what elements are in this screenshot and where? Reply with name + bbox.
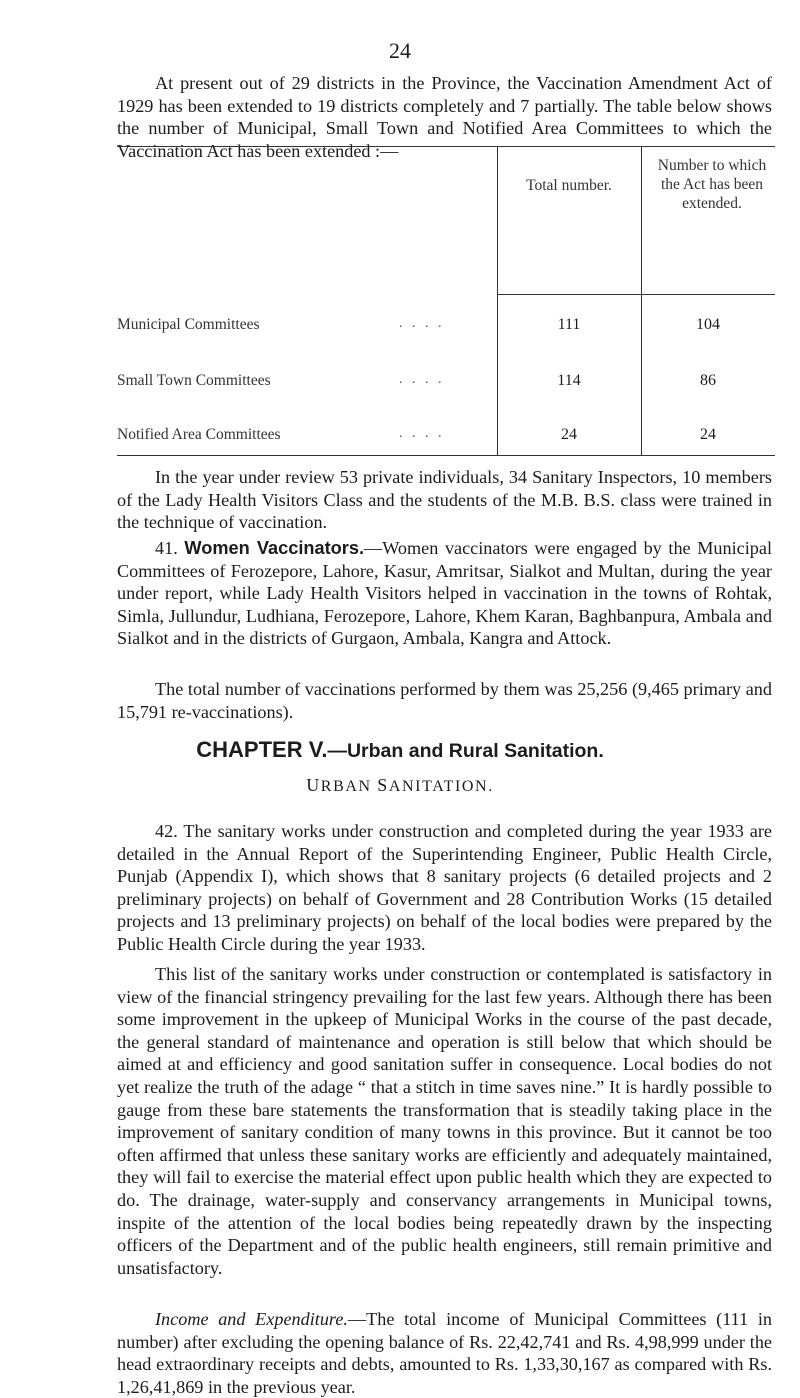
intro-paragraph: At present out of 29 districts in the Province, the Vaccination Amendment Act of 1929 has been extended to 19 districts completely and 7 partially. The table below shows the number of Municipal, Small Town and Notified Area Committees to which the Vaccination Act has been extended :— — [117, 73, 772, 161]
row-label-small-town: Small Town Committees — [117, 372, 271, 389]
cell-municipal-total: 111 — [557, 316, 581, 333]
cell-notified-area-extended: 24 — [700, 426, 716, 443]
chapter-title: —Urban and Rural Sanitation. — [327, 740, 604, 762]
paragraph-42: 42. The sanitary works under construction and completed during the year 1933 are detailed in the Annual Report of the Superintending Engineer, Public Health Circle, Punjab (Appendix I), which shows that 8 sanitary projects (6 detailed projects and 2 preliminary projects) on behalf of Government and 28 Contribution Works (15 detailed projects and 13 preliminary projects) on behalf of the local bodies were prepared by the Public Health Circle during the year 1933. — [117, 821, 772, 954]
cell-notified-area-total: 24 — [561, 426, 577, 443]
committees-table — [117, 146, 775, 456]
row-label-municipal: Municipal Committees — [117, 316, 260, 333]
table-divider-right — [641, 146, 642, 456]
header-number-extended: Number to which the Act has been extended. — [657, 157, 767, 212]
paragraph-41-text: —Women vaccinators were engaged by the Municipal Committees of Ferozepore, Lahore, Kasur, Amritsar, Sialkot and Multan, during the year under report, while Lady Health Visitors helped in vaccination in the towns of Rohtak, Simla, Jullundur, Ludhiana, Ferozepore, Lahore, Khem Karan, Baghbanpura, Ambala and Sialkot and in the districts of Gurgaon, Ambala, Kangra and Attock. — [117, 538, 772, 649]
training-paragraph: In the year under review 53 private individuals, 34 Sanitary Inspectors, 10 members of the Lady Health Visitors Class and the students of the M.B. B.S. class were trained in the technique of vaccination. — [117, 467, 772, 533]
row-leader-dots: . . . . — [399, 316, 445, 331]
section-heading: URBAN SANITATION. — [306, 775, 494, 795]
row-label-notified-area: Notified Area Committees — [117, 426, 281, 443]
cell-municipal-extended: 104 — [696, 316, 720, 333]
income-expenditure-text: —The total income of Municipal Committees (111 in number) after excluding the opening balance of Rs. 22,42,741 and Rs. 4,98,999 under the head extraordinary receipts and debts, amounted to Rs. 1,33,30,167 as compared with Rs. 1,26,41,869 in the previous year. — [117, 1309, 773, 1397]
page-number: 24 — [389, 38, 411, 63]
paragraph-41 — [117, 537, 772, 650]
paragraph-41-heading: Women Vaccinators. — [184, 538, 365, 558]
table-top-rule — [117, 146, 775, 147]
cell-small-town-extended: 86 — [700, 372, 716, 389]
chapter-heading — [0, 737, 800, 763]
table-header-rule — [497, 294, 775, 295]
total-vaccinations-paragraph: The total number of vaccinations performed by them was 25,256 (9,465 primary and 15,791 re-vaccinations). — [117, 679, 772, 722]
chapter-number: CHAPTER V. — [196, 737, 328, 762]
row-leader-dots: . . . . — [399, 426, 445, 441]
income-expenditure-heading: Income and Expenditure. — [155, 1309, 348, 1329]
income-expenditure-paragraph — [117, 1308, 772, 1398]
header-total-number: Total number. — [526, 177, 612, 194]
table-bottom-rule — [117, 455, 775, 456]
row-leader-dots: . . . . — [399, 372, 445, 387]
paragraph-41-number: 41. — [155, 538, 178, 558]
sanitary-works-paragraph: This list of the sanitary works under construction or contemplated is satisfactory in view of the financial stringency prevailing for the last few years. Although there has been some improvement in the upkeep of Municipal Works in the course of the past decade, the general standard of maintenance and operation is still below that which should be aimed at and efficiency and good sanitation suffer in consequence. Local bodies do not yet realize the truth of the adage “ that a stitch in time saves nine.” It is hardly possible to gauge from these bare statements the transformation that is steadily taking place in the improvement of sanitary condition of many towns in this province. But it cannot be too often affirmed that unless these sanitary works are efficiently and adequately maintained, they will fail to exercise the material effect upon public health which they are expected to do. The drainage, water-supply and conservancy arrangements in Municipal towns, inspite of the attention of the local bodies being repeatedly drawn by the inspecting officers of the Department and of the public health engineers, still remain primitive and unsatisfactory. — [117, 964, 772, 1278]
cell-small-town-total: 114 — [557, 372, 581, 389]
